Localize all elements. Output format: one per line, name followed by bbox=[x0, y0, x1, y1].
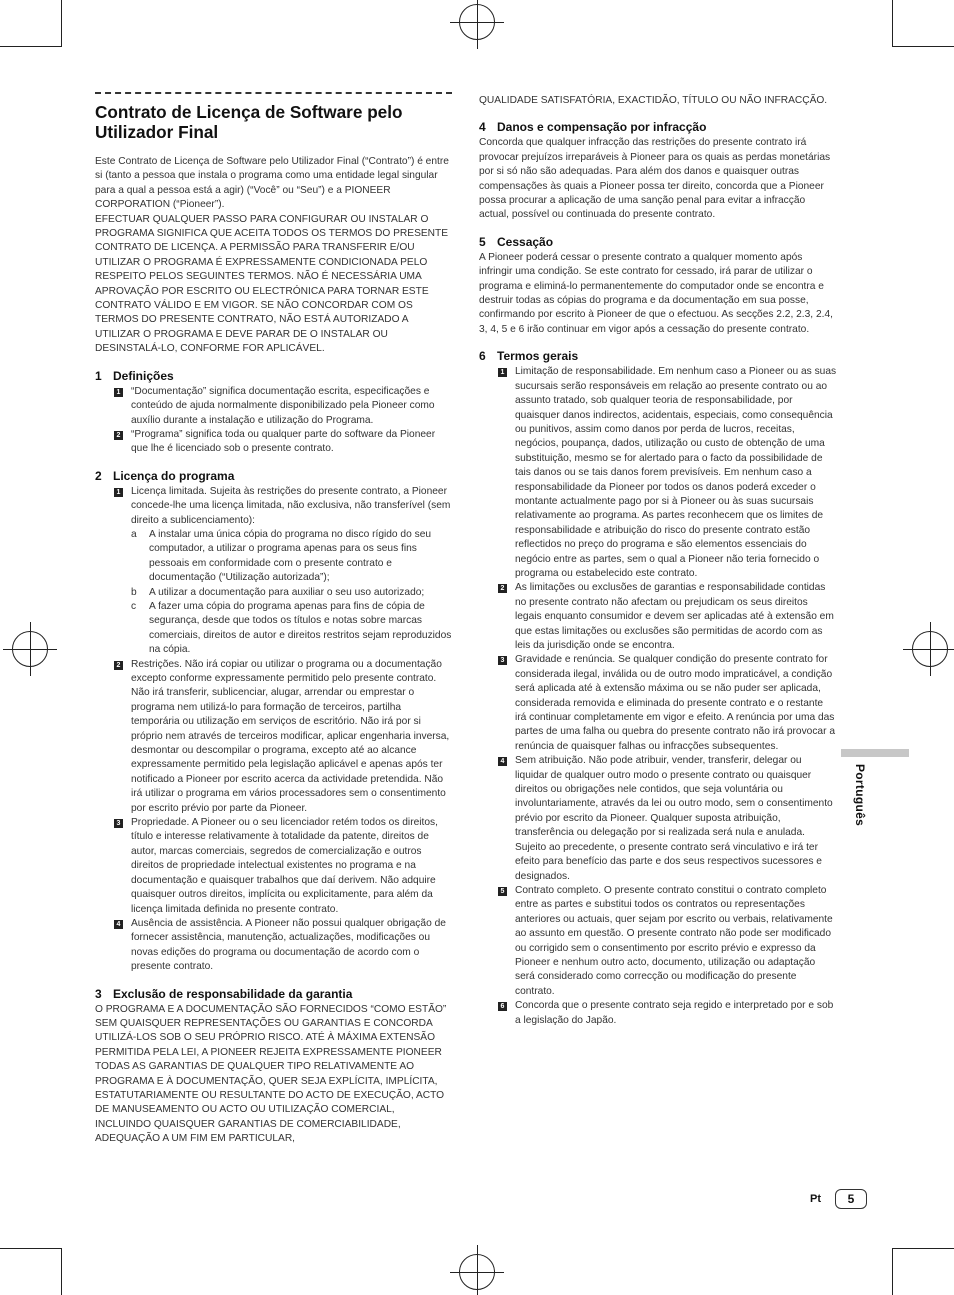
section-text: Concorda que qualquer infracção das restrições do presente contrato irá provocar prejuízos irreparáveis à Pioneer para os quais as perdas monetárias por si só não são adequadas. Para além dos danos e quaisquer outras compensações às quais a Pioneer possa ter direito, concorda que a Pioneer possa procurar a aplicação de uma sanção penal para evitar a infracção actual, possível ou continuada do presente contrato. bbox=[479, 137, 831, 221]
crop-mark bbox=[61, 0, 62, 47]
section-heading: 5 Cessação bbox=[479, 234, 554, 249]
list-item: 1 “Documentação” significa documentação escrita, especificações e conteúdo de ajuda normalmente disponibilizado pela Pioneer como auxílio durante a instalação e utilização do Programa. bbox=[95, 385, 452, 428]
list-item: 2 As limitações ou exclusões de garantias e responsabilidade contidas no presente contrato não afectam ou prejudicam os seus direitos legais enquanto consumidor e devem ser aplicadas até à extensão em que estas limitações ou exclusões são permitidas de acordo com as leis da jurisdição onde se encontra. bbox=[479, 581, 837, 653]
list-item: 6 Concorda que o presente contrato seja regido e interpretado por e sob a legislação do Japão. bbox=[479, 999, 837, 1028]
list-item: 2 Restrições. Não irá copiar ou utilizar o programa ou a documentação excepto conforme expressamente permitido pelo presente contrato. Não irá transferir, sublicenciar, alugar, arrendar ou emprestar o programa nem utilizá-lo para formação de terceiros, partilha temporária ou utilização em serviços de escritório. Não irá por si próprio nem através de terceiros modificar, aplicar engenharia inversa, desmontar ou descompilar o programa, excepto até ao alcance expressamente permitido pela legislação aplicável e apenas após ter notificado a Pioneer por escrito acerca da actividade pretendida. Não irá utilizar o programa em vários processadores sem o consentimento por escrito prévio por parte da Pioneer. bbox=[95, 658, 452, 816]
list-item: 3 Propriedade. A Pioneer ou o seu licenciador retém todos os direitos, título e interesse relativamente à totalidade da patente, direitos de autor, marcas comerciais, segredos de comercialização e outros direitos de propriedade intelectual existentes no programa e na documentação e quaisquer trabalhos que daí derivem. Não adquire quaisquer outros direitos, implícita ou explicitamente, para além da licença limitada definida no presente contrato. bbox=[95, 816, 452, 917]
registration-mark bbox=[12, 631, 48, 667]
crop-mark bbox=[61, 1248, 62, 1295]
language-tab-bar bbox=[841, 749, 909, 757]
section-heading: 3 Exclusão de responsabilidade da garantia bbox=[95, 986, 353, 1001]
language-tab bbox=[852, 764, 866, 834]
crop-mark bbox=[892, 0, 893, 47]
crop-mark bbox=[892, 1248, 954, 1249]
list-item: 4 Sem atribuição. Não pode atribuir, vender, transferir, delegar ou liquidar de qualquer outro modo o presente contrato ou quaisquer direitos ou obrigações nele contidos, que seja voluntária ou involuntariamente, através da lei ou outro modo, sem o consentimento prévio por escrito da Pioneer. Qualquer suposta atribuição, transferência ou delegação por si realizada será nula e anulada. Sujeito ao precedente, o presente contrato será vinculativo e irá ter efeito para benefício das parte e dos seus respectivos sucessores e designados. bbox=[479, 754, 837, 884]
list-item: 5 Contrato completo. O presente contrato constitui o contrato completo entre as partes e substitui todos os contratos ou representações anteriores ou actuais, quer sejam por escrito ou verbais, relativamente ao assunto em questão. O presente contrato não pode ser modificado ou corrigido sem o consentimento por escrito prévio e expresso da Pioneer e nenhum outro acto, documento, utilização ou adaptação será considerado como correcção ou modificação do presente contrato. bbox=[479, 884, 837, 999]
section-text: A Pioneer poderá cessar o presente contrato a qualquer momento após infringir uma condição. Se este contrato for cessado, irá parar de utilizar o programa e eliminá-lo permanentemente do computador onde se encontra e destruir todas as cópias do programa e da documentação em sua posse, confirmando por escrito à Pioneer de que o efectuou. As secções 2.2, 2.3, 2.4, 3, 4, 5 e 6 irão continuar em vigor após a cessação do presente contrato. bbox=[479, 251, 833, 335]
intro-paragraph: EFECTUAR QUALQUER PASSO PARA CONFIGURAR OU INSTALAR O PROGRAMA SIGNIFICA QUE ACEITA TODOS OS TERMOS DO PRESENTE CONTRATO DE LICENÇA. A PERMISSÃO PARA TRANSFERIR E/OU UTILIZAR O PROGRAMA É EXPRESSAMENTE CONDICIONADA PELO RESPEITO PELOS SEGUINTES TERMOS. NÃO É NECESSÁRIA UMA APROVAÇÃO POR ESCRITO OU ELECTRÓNICA PARA TORNAR ESTE CONTRATO VÁLIDO E EM VIGOR. SE NÃO CONCORDAR COM OS TERMOS DO PRESENTE CONTRATO, NÃO ESTÁ AUTORIZADO A UTILIZAR O PROGRAMA E DEVE PARAR DE O INSTALAR OU DESINSTALÁ-LO, CONFORME FOR APLICÁVEL. bbox=[95, 213, 449, 355]
intro-paragraph: Este Contrato de Licença de Software pelo Utilizador Final (“Contrato”) é entre si (tanto a pessoa que instala o programa como uma entidade legal singular para a qual a pessoa está a agir) (“Você” ou “Seu”) e a PIONEER CORPORATION (“Pioneer”). bbox=[95, 156, 449, 211]
sub-item: c A fazer uma cópia do programa apenas para fins de cópia de segurança, desde que todos os títulos e notas sobre marcas comerciais, direitos de autor e direitos restritos sejam reproduzidos na cópia. bbox=[131, 600, 452, 656]
list-item: 1 Licença limitada. Sujeita às restrições do presente contrato, a Pioneer concede-lhe uma licença limitada, não exclusiva, não transferível (sem direito a sublicenciamento): a A instalar uma única cópia do programa no disco rígido do seu computador, a utilizar o programa apenas para os seus fins pessoais em conformidade com o presente contrato e documentação (“Utilização autorizada”); b A utilizar a documentação para auxiliar o seu uso autorizado; c A fazer uma cópia do programa apenas para fins de cópia de segurança, desde que todos os títulos e notas sobre marcas comerciais, direitos de autor e direitos restritos sejam reproduzidos na cópia. bbox=[95, 485, 452, 658]
left-column bbox=[95, 92, 452, 1147]
crop-mark bbox=[0, 1248, 62, 1249]
footer-language: Pt bbox=[810, 1193, 821, 1205]
registration-mark bbox=[912, 631, 948, 667]
section-text: O PROGRAMA E A DOCUMENTAÇÃO SÃO FORNECIDOS “COMO ESTÃO” SEM QUAISQUER REPRESENTAÇÕES OU GARANTIAS E CONCORDA UTILIZÁ-LOS SOB O SEU PRÓPRIO RISCO. ATÉ À MÁXIMA EXTENSÃO PERMITIDA PELA LEI, A PIONEER REJEITA EXPRESSAMENTE PIONEER TODAS AS GARANTIAS DE QUALQUER TIPO RELATIVAMENTE AO PROGRAMA E À DOCUMENTAÇÃO, QUER SEJA EXPLÍCITA, IMPLÍCITA, ESTATUTARIAMENTE OU RESULTANTE DO ACTO DE EXECUÇÃO, ACTO DE MANUSEAMENTO OU ACTO OU UTILIZAÇÃO COMERCIAL, INCLUINDO QUAISQUER GARANTIAS DE COMERCIABILIDADE, ADEQUAÇÃO A UM FIM EM PARTICULAR, bbox=[95, 1003, 447, 1145]
registration-mark bbox=[459, 4, 495, 40]
crop-mark bbox=[892, 46, 954, 47]
list-item: 2 “Programa” significa toda ou qualquer parte do software da Pioneer que lhe é licenciado sob o presente contrato. bbox=[95, 428, 452, 457]
section-heading: 2 Licença do programa bbox=[95, 468, 235, 483]
section-heading: 4 Danos e compensação por infracção bbox=[479, 120, 707, 135]
section-heading: 1 Definições bbox=[95, 368, 174, 383]
language-label: Português bbox=[853, 764, 867, 827]
page-title: Contrato de Licença de Software pelo Utilizador Final bbox=[95, 102, 403, 142]
section-text-continued: QUALIDADE SATISFATÓRIA, EXACTIDÃO, TÍTULO OU NÃO INFRACÇÃO. bbox=[479, 95, 828, 106]
dashed-rule bbox=[95, 92, 452, 94]
page-number: 5 bbox=[835, 1189, 867, 1209]
list-item: 1 Limitação de responsabilidade. Em nenhum caso a Pioneer ou as suas sucursais serão responsáveis em relação ao presente contrato ou ao assunto tratado, sob qualquer teoria de responsabilidade, por quaisquer danos indirectos, acidentais, especiais, como consequência ou punitivos, assim como danos por perda de lucros, receitas, negócios, poupança, dados, utilização ou custo de obtenção de uma substituição, mesmo se for alertado para o facto da possibilidade de tais danos ou se tais danos forem previsíveis. Em nenhum caso a responsabilidade da Pioneer por todos os danos poderá exceder o montante actualmente pago por si à Pioneer ou às suas sucursais relativamente ao programa. As partes reconhecem que os limites de responsabilidade e atribuição do risco do presente contrato estão reflectidos no preço do programa e são elementos essenciais do negócio entre as partes, sem o qual a Pioneer não teria fornecido o programa ou estabelecido este contrato. bbox=[479, 365, 837, 581]
crop-mark bbox=[892, 1248, 893, 1295]
sub-item: b A utilizar a documentação para auxiliar o seu uso autorizado; bbox=[131, 586, 425, 598]
crop-mark bbox=[0, 46, 62, 47]
list-item: 3 Gravidade e renúncia. Se qualquer condição do presente contrato for considerada ilegal, inválida ou de outro modo impraticável, a condição será aplicada até à extensão máxima ou se não puder ser aplicada, considerada removida e eliminada do presente contrato e o restante irá continuar completamente em vigor e efeito. A renúncia por uma das partes de uma falha ou quebra do presente contrato não irá provocar a renúncia de quaisquer falhas ou infracções subsequentes. bbox=[479, 653, 837, 754]
registration-mark bbox=[459, 1254, 495, 1290]
right-column bbox=[479, 94, 837, 1028]
section-heading: 6 Termos gerais bbox=[479, 349, 579, 364]
list-item: 4 Ausência de assistência. A Pioneer não possui qualquer obrigação de fornecer assistência, manutenção, actualizações, modificações ou novas edições do programa ou documentação de acordo com o presente contrato. bbox=[95, 917, 452, 975]
sub-item: a A instalar uma única cópia do programa no disco rígido do seu computador, a utilizar o programa apenas para os seus fins pessoais em conformidade com o presente contrato e documentação (“Utilização autorizada”); bbox=[131, 528, 432, 584]
